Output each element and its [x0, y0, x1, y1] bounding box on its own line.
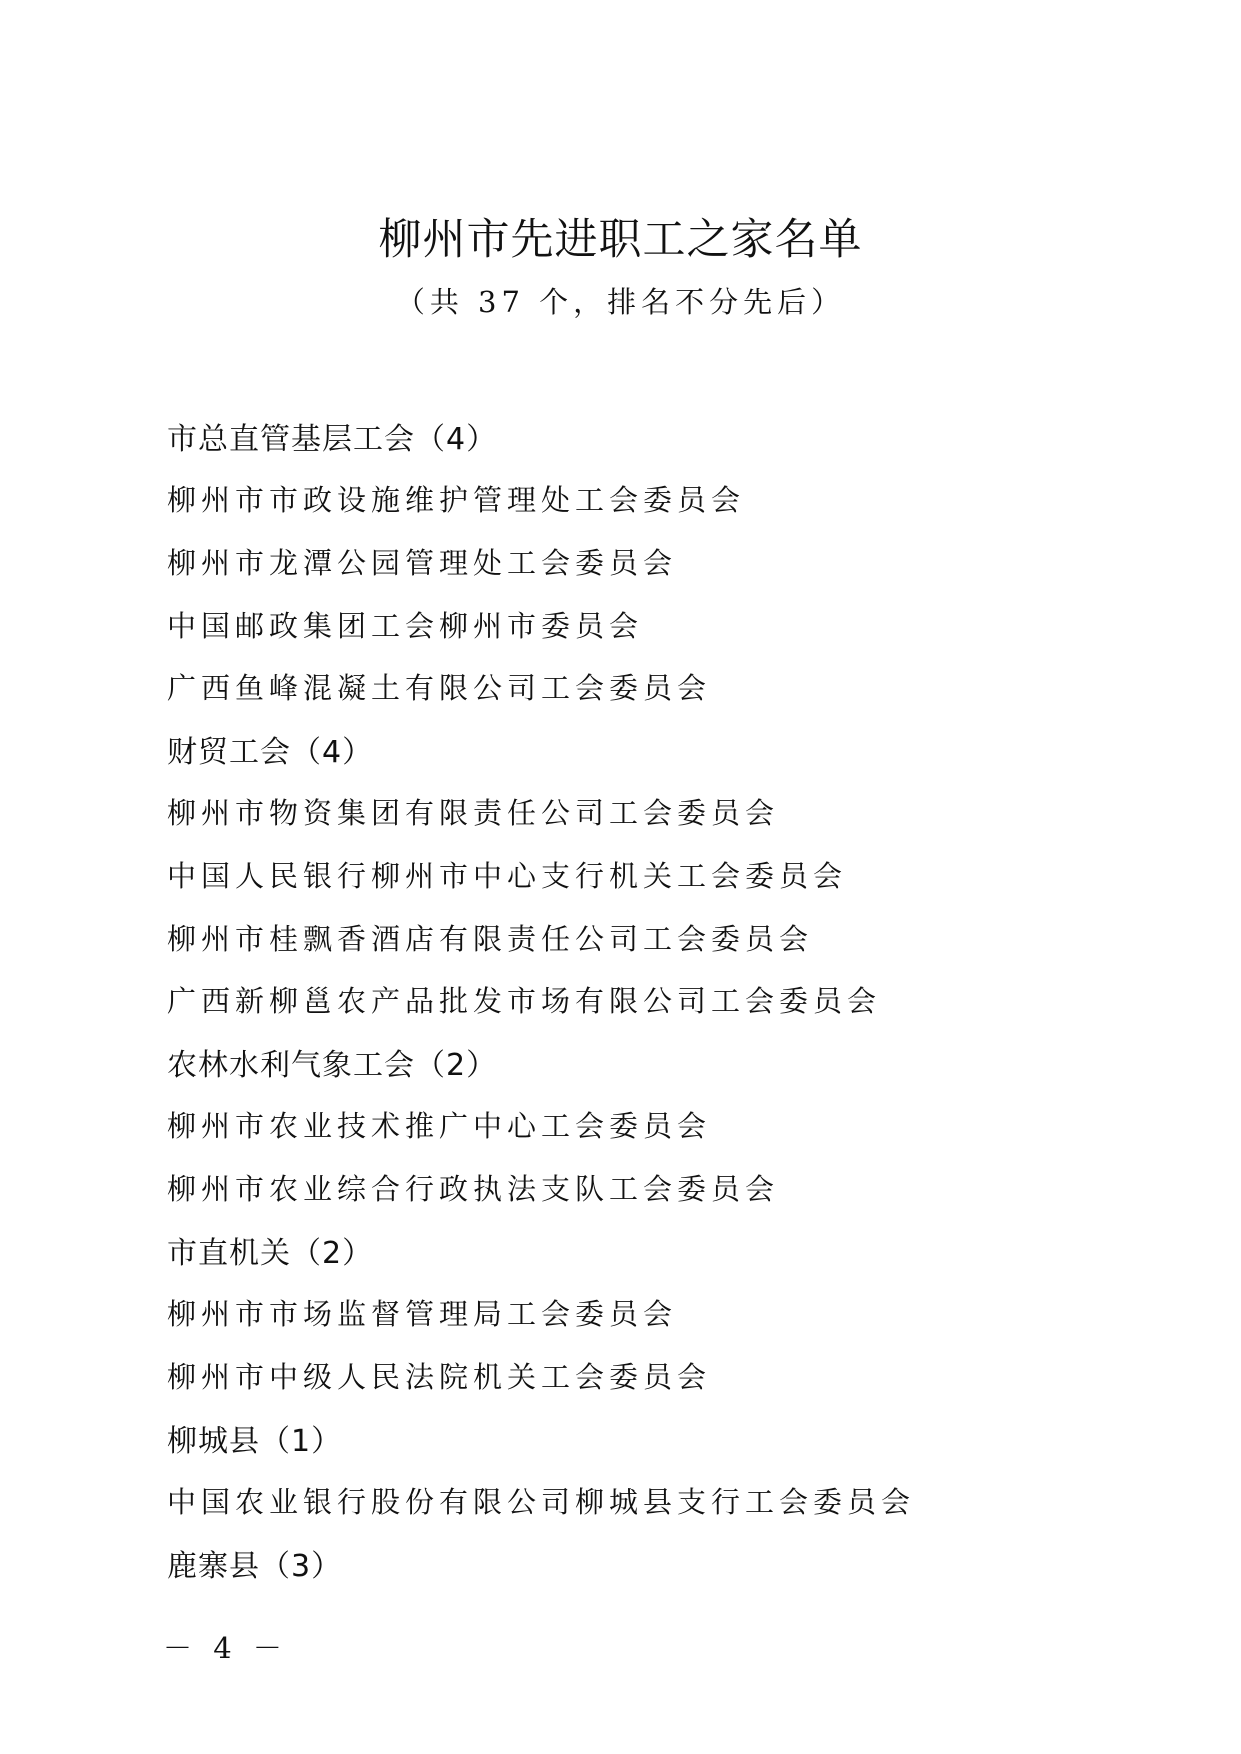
list-item: 广西鱼峰混凝土有限公司工会委员会 — [167, 671, 712, 706]
category-heading: 市总直管基层工会（4） — [167, 422, 498, 458]
category-heading: 鹿寨县（3） — [167, 1548, 343, 1584]
list-item: 柳州市龙潭公园管理处工会委员会 — [167, 545, 678, 580]
list-item: 柳州市农业综合行政执法支队工会委员会 — [167, 1171, 780, 1206]
list-item: 柳州市市政设施维护管理处工会委员会 — [167, 483, 746, 518]
list-item: 柳州市中级人民法院机关工会委员会 — [167, 1359, 712, 1394]
category-heading: 市直机关（2） — [167, 1236, 374, 1272]
list-item: 中国农业银行股份有限公司柳城县支行工会委员会 — [167, 1484, 916, 1519]
page-subtitle: （共 37 个，排名不分先后） — [395, 285, 846, 319]
list-item: 柳州市市场监督管理局工会委员会 — [167, 1297, 678, 1332]
page-title: 柳州市先进职工之家名单 — [378, 215, 863, 265]
category-heading: 农林水利气象工会（2） — [167, 1048, 498, 1084]
list-item: 柳州市农业技术推广中心工会委员会 — [167, 1109, 712, 1144]
page-number: － 4 － — [163, 1631, 288, 1665]
list-item: 广西新柳邕农产品批发市场有限公司工会委员会 — [167, 984, 882, 1019]
union-list — [167, 405, 1167, 1594]
list-item: 中国邮政集团工会柳州市委员会 — [167, 608, 644, 643]
list-item: 中国人民银行柳州市中心支行机关工会委员会 — [167, 858, 848, 893]
category-heading: 财贸工会（4） — [167, 735, 374, 771]
list-item: 柳州市物资集团有限责任公司工会委员会 — [167, 796, 780, 831]
category-heading: 柳城县（1） — [167, 1423, 343, 1459]
list-item: 柳州市桂飘香酒店有限责任公司工会委员会 — [167, 921, 814, 956]
